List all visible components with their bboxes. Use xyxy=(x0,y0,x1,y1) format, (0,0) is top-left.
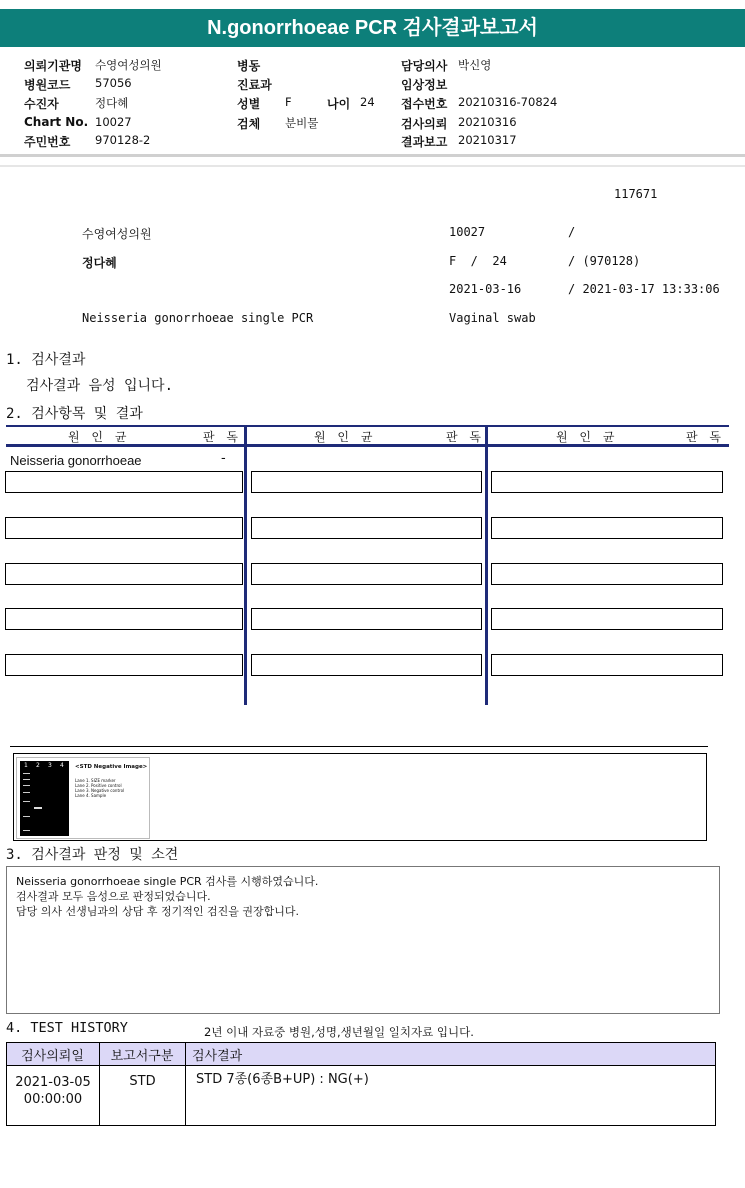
age-label: 나이 xyxy=(327,97,351,111)
history-date-cell xyxy=(7,1066,100,1126)
institution-label: 의뢰기관명 xyxy=(24,59,82,73)
history-table xyxy=(6,1042,716,1126)
report-title: N.gonorrhoeae PCR 검사결과보고서 xyxy=(0,9,745,47)
opinion-line: Neisseria gonorrhoeae single PCR 검사를 시행하였습니다. xyxy=(16,875,319,888)
history-time: 00:00:00 xyxy=(23,1092,83,1107)
specimen-label: 검체 xyxy=(237,117,261,131)
opinion-line: 검사결과 모두 음성으로 판정되었습니다. xyxy=(16,890,211,903)
empty-result-cell xyxy=(491,654,723,676)
gel-legend-item: Lane 3. Negative control xyxy=(75,788,125,793)
report-date-value: 20210317 xyxy=(458,133,517,147)
table-col-divider-2 xyxy=(485,425,488,705)
resident-label: 주민번호 xyxy=(24,135,71,149)
section1-title: 1. 검사결과 xyxy=(6,352,86,368)
lane-label: 4 xyxy=(60,762,64,769)
lane-label: 1 xyxy=(24,762,28,769)
doctor-label: 담당의사 xyxy=(401,59,448,73)
report-date-label: 결과보고 xyxy=(401,135,448,149)
table-row xyxy=(7,1066,716,1126)
patient-value: 정다혜 xyxy=(95,96,129,110)
summary-clinic: 수영여성의원 xyxy=(82,227,152,241)
empty-result-cell xyxy=(251,471,482,493)
receipt-value: 20210316-70824 xyxy=(458,95,558,109)
empty-result-cell xyxy=(491,471,723,493)
specimen-value: 분비물 xyxy=(285,116,319,130)
institution-value: 수영여성의원 xyxy=(95,58,162,72)
history-col-date: 검사의뢰일 xyxy=(7,1043,100,1066)
summary-request-date: 2021-03-16 xyxy=(449,282,522,296)
gel-image xyxy=(16,757,150,839)
empty-result-cell xyxy=(251,563,482,585)
gel-legend-item: Lane 4. Sample xyxy=(75,793,107,798)
patient-label: 수진자 xyxy=(24,97,59,111)
summary-patient: 정다혜 xyxy=(82,256,117,270)
history-header-row xyxy=(7,1043,716,1066)
header-separator xyxy=(0,154,745,157)
resident-value: 970128-2 xyxy=(95,133,151,147)
result-judgement: - xyxy=(221,451,226,466)
gel-legend-item: Lane 2. Positive control xyxy=(75,783,122,788)
gel-top-rule xyxy=(10,746,708,747)
section2-title: 2. 검사항목 및 결과 xyxy=(6,406,143,422)
empty-result-cell xyxy=(251,517,482,539)
hospital-code-value: 57056 xyxy=(95,76,132,90)
history-col-result: 검사결과 xyxy=(186,1043,716,1066)
summary-report-date: / 2021-03-17 13:33:06 xyxy=(568,282,720,296)
hospital-code-label: 병원코드 xyxy=(24,78,71,92)
summary-chart: 10027 xyxy=(449,225,486,239)
history-date: 2021-03-05 xyxy=(15,1075,91,1090)
empty-result-cell xyxy=(491,608,723,630)
request-value: 20210316 xyxy=(458,115,517,129)
summary-sex-age: F / 24 xyxy=(449,254,507,268)
report-number: 117671 xyxy=(614,187,658,201)
col1-pathogen-header: 원 인 균 xyxy=(68,430,131,444)
empty-result-cell xyxy=(491,563,723,585)
receipt-label: 접수번호 xyxy=(401,97,448,111)
summary-dob: / (970128) xyxy=(568,254,641,268)
col3-pathogen-header: 원 인 균 xyxy=(556,430,619,444)
gel-legend-item: Lane 1. SIZE marker xyxy=(75,778,116,783)
lane-label: 2 xyxy=(36,762,40,769)
section3-title: 3. 검사결과 판정 및 소견 xyxy=(6,847,179,863)
col2-pathogen-header: 원 인 균 xyxy=(314,430,377,444)
result-pathogen: Neisseria gonorrhoeae xyxy=(10,453,142,468)
history-col-type: 보고서구분 xyxy=(100,1043,186,1066)
summary-test-name: Neisseria gonorrhoeae single PCR xyxy=(82,311,314,325)
opinion-line: 담당 의사 선생님과의 상담 후 정기적인 검진을 권장합니다. xyxy=(16,905,299,918)
col1-judgement-header: 판 독 xyxy=(203,430,242,444)
request-label: 검사의뢰 xyxy=(401,117,448,131)
opinion-box xyxy=(6,866,720,1014)
sex-label: 성별 xyxy=(237,97,261,111)
doctor-value: 박신영 xyxy=(458,58,492,72)
gel-title: <STD Negative Image> xyxy=(75,764,148,770)
section4-title: 4. TEST HISTORY xyxy=(6,1020,128,1036)
history-result: STD 7종(6종B+UP) : NG(+) xyxy=(186,1066,716,1126)
empty-result-cell xyxy=(251,608,482,630)
empty-result-cell xyxy=(5,471,243,493)
summary-slash: / xyxy=(568,225,576,239)
empty-result-cell xyxy=(5,563,243,585)
summary-specimen: Vaginal swab xyxy=(449,311,536,325)
empty-result-cell xyxy=(491,517,723,539)
empty-result-cell xyxy=(5,654,243,676)
table-col-divider-1 xyxy=(244,425,247,705)
opinion-text xyxy=(16,874,318,919)
age-value: 24 xyxy=(360,95,375,109)
history-type: STD xyxy=(100,1066,186,1126)
sex-value: F xyxy=(285,95,292,109)
header-separator-2 xyxy=(0,165,745,167)
chart-label: Chart No. xyxy=(24,115,89,129)
table-top-line xyxy=(6,425,729,427)
dept-label: 진료과 xyxy=(237,78,272,92)
empty-result-cell xyxy=(251,654,482,676)
empty-result-cell xyxy=(5,517,243,539)
col3-judgement-header: 판 독 xyxy=(686,430,725,444)
lane-label: 3 xyxy=(48,762,52,769)
empty-result-cell xyxy=(5,608,243,630)
ward-label: 병동 xyxy=(237,59,261,73)
gel-photo xyxy=(20,761,69,836)
clinical-label: 임상정보 xyxy=(401,78,448,92)
history-note: 2년 이내 자료중 병원,성명,생년월일 일치자료 입니다. xyxy=(204,1025,474,1039)
col2-judgement-header: 판 독 xyxy=(446,430,485,444)
section1-text: 검사결과 음성 입니다. xyxy=(26,378,174,394)
chart-value: 10027 xyxy=(95,115,132,129)
